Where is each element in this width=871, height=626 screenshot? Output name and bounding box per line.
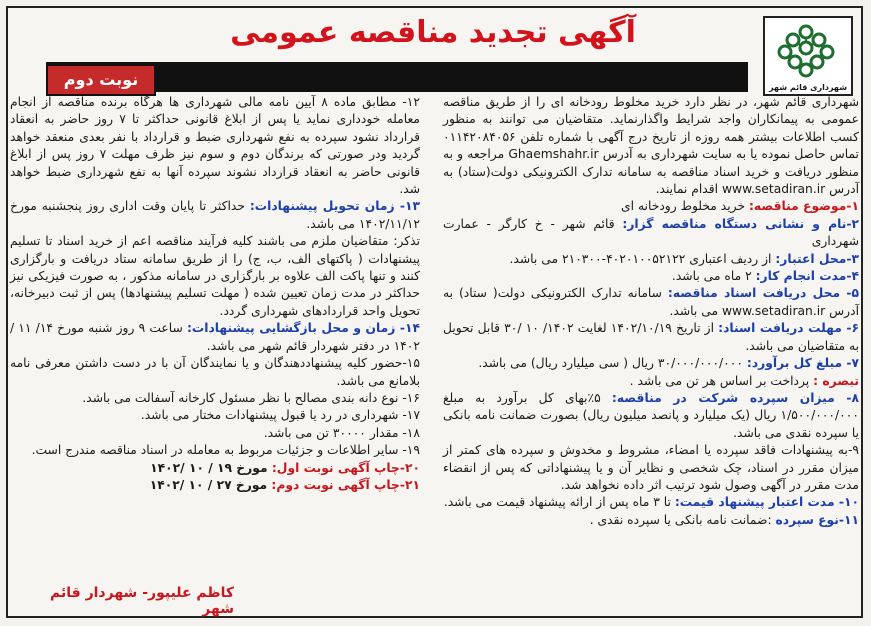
note — [443, 373, 859, 390]
item-3-text: از ردیف اعتباری ۴۰۲۰۱۰۰۵۲۱۲۲-۲۱۰۳۰۰ می باشد. — [509, 251, 776, 266]
notice-header — [8, 8, 861, 100]
item-13-label: ۱۳- زمان تحویل پیشنهادات: — [249, 199, 420, 214]
item-10-text: تا ۳ ماه پس از ارائه پیشنهاد قیمت می باشد. — [443, 495, 675, 510]
item-13-text: حداکثر تا پایان وقت اداری روز پنجشنبه مورخ ۱۴۰۲/۱۱/۱۲ می باشد. — [10, 199, 420, 231]
item-14-label: ۱۴- زمان و محل بازگشایی پیشنهادات: — [186, 321, 420, 336]
item-11-label: ۱۱-نوع سپرده — [775, 512, 859, 527]
item-21-label: ۲۱-چاپ آگهی نوبت دوم: — [271, 477, 420, 492]
item-12: ۱۲- مطابق ماده ۸ آیین نامه مالی شهرداری ها هرگاه برنده مناقصه از انجام معامله خودداری نماید یا پس از ابلاغ قانونی حداکثر تا ۷ روز حاضر به انعقاد قرارداد نشود سپرده به نفع شهرداری ضبط و قرارداد با نفر بعدی منعقد خواهد گردید ودر صورتی که برندگان دوم و سوم نیز ظرف مهلت ۷ روز پس از ابلاغ قانونی حاضر به انعقاد قرارداد نشوند سپرده آنها به نفع شهرداری ضبط خواهد شد. — [10, 95, 420, 197]
item-16: ۱۶- نوع دانه بندی مصالح با نظر مسئول کارخانه آسفالت می باشد. — [82, 390, 420, 405]
item-9: ۹-به پیشنهادات فاقد سپرده یا امضاء، مشروط و مخدوش و سپرده های کمتر از میزان مقرر در اسناد، چک شخصی و نظایر آن و یا پیشنهاداتی که پس از انقضاء مدت مقرر در آگهی وصول شود ترتیب اثر داده نخواهد شد. — [443, 443, 859, 492]
item-3 — [443, 251, 859, 268]
item-14-text: ساعت ۹ روز شنبه مورخ ۱۴/ ۱۱ /۱۴۰۲ در دفتر شهردار قائم شهر می باشد. — [10, 321, 420, 353]
turn-badge: نوبت دوم — [46, 64, 156, 96]
item-5-label: ۵- محل دریافت اسناد مناقصه: — [667, 286, 859, 301]
item-15: ۱۵-حضور کلیه پیشنهاددهندگان و یا نمایندگان آن با در دست داشتن معرفی نامه بلامانع می باشد. — [10, 356, 420, 388]
left-column — [10, 94, 420, 494]
item-17: ۱۷- شهرداری در رد یا قبول پیشنهادات مختار می باشد. — [140, 408, 420, 423]
municipality-logo — [763, 16, 853, 96]
reminder: تذکر: متقاضیان ملزم می باشند کلیه فرآیند مناقصه اعم از خرید اسناد تا تسلیم پیشنهادات ( پاکتهای الف، ب، ج) را از طریق سامانه ستاد دریافت و بارگزاری کنند و تنها پاکت الف علاوه بر بارگزاری در سامانه مذکور ، به صورت فیزیکی نیز حداکثر در مدت زمان تعیین شده ( مهلت تسلیم پیشنهادها) پس از ثبت دبیرخانه، تحویل واحد قراردادهای شهرداری گردد. — [10, 234, 420, 318]
item-2-text: قائم شهر - خ کارگر - عمارت شهرداری — [443, 216, 859, 249]
item-8-text: ۵٪بهای کل برآورد به مبلغ ۱/۵۰۰/۰۰۰/۰۰۰ ریال (یک میلیارد و پانصد میلیون ریال) بصورت ضمانت نامه بانکی یا سپرده نقدی می باشد. — [443, 390, 859, 440]
item-11-text: :ضمانت نامه بانکی یا سپرده نقدی . — [589, 512, 776, 527]
item-2 — [443, 216, 859, 251]
item-7-text: ۳۰/۰۰۰/۰۰۰/۰۰۰ ریال ( سی میلیارد ریال) می باشد. — [478, 356, 747, 371]
item-13 — [10, 198, 420, 233]
item-21-text: مورخ ۲۷ / ۱۰ /۱۴۰۲ — [149, 477, 272, 492]
logo-text: شهرداری قائم شهر — [768, 83, 848, 92]
item-10 — [443, 494, 859, 511]
item-1-label: ۱-موضوع مناقصه: — [748, 199, 859, 214]
item-11 — [443, 512, 859, 529]
intro-paragraph: شهرداری قائم شهر، در نظر دارد خرید مخلوط رودخانه ای را از طریق مناقصه عمومی به پیمانکاران واجد شرایط واگذارنماید. متقاضیان می توانند به منظور کسب اطلاعات بیشتر همه روزه از تاریخ درج آگهی با شماره تلفن ۰۱۱۴۲۰۸۴۰۵۶ تماس حاصل نموده یا به سایت شهرداری به آدرس Ghaemshahr.ir مراجعه و به منظور دریافت و خرید اسناد مناقصه به سامانه تدارک الکترونیکی دولت(ستاد) به آدرس www.setadiran.ir اقدام نمایند. — [443, 95, 859, 197]
item-18: ۱۸- مقدار ۳۰۰۰۰ تن می باشد. — [263, 425, 420, 440]
item-20-text: مورخ ۱۹ / ۱۰ /۱۴۰۲ — [150, 460, 272, 475]
item-8 — [443, 390, 859, 442]
signature: کاظم علیپور- شهردار قائم شهر — [50, 585, 234, 617]
item-10-label: ۱۰- مدت اعتبار پیشنهاد قیمت: — [674, 495, 859, 510]
logo-emblem-icon — [771, 22, 841, 80]
item-21 — [10, 477, 420, 494]
item-3-label: ۳-محل اعتبار: — [775, 251, 859, 266]
item-5-text: سامانه تدارک الکترونیکی دولت( ستاد) به آدرس www.setadiran.ir می باشد. — [443, 286, 859, 318]
item-4-label: ۴-مدت انجام کار: — [755, 269, 859, 284]
item-8-label: ۸- میزان سپرده شرکت در مناقصه: — [611, 390, 859, 405]
item-5 — [443, 285, 859, 320]
item-7 — [443, 355, 859, 372]
item-6 — [443, 320, 859, 355]
item-6-text: از تاریخ ۱۴۰۲/۱۰/۱۹ لغایت ۱۴۰۲/ ۱۰ /۳۰ قابل تحویل به متقاضیان می باشد. — [443, 321, 859, 353]
item-4-text: ۲ ماه می باشد. — [671, 269, 756, 284]
item-2-label: ۲-نام و نشانی دستگاه مناقصه گزار: — [622, 216, 859, 231]
item-19: ۱۹- سایر اطلاعات و جزئیات مربوط به معامله در اسناد مناقصه مندرج است. — [31, 443, 420, 458]
notice-title: آگهی تجدید مناقصه عمومی — [230, 15, 636, 50]
note-label: تبصره : — [813, 373, 859, 388]
item-6-label: ۶- مهلت دریافت اسناد: — [718, 321, 859, 336]
right-column — [443, 94, 859, 529]
item-20 — [10, 460, 420, 477]
item-1-text: خرید مخلوط رودخانه ای — [621, 199, 749, 214]
item-20-label: ۲۰-چاپ آگهی نوبت اول: — [271, 460, 420, 475]
item-7-label: ۷- مبلغ کل برآورد: — [746, 356, 859, 371]
item-14 — [10, 320, 420, 355]
note-text: پرداخت بر اساس هر تن می باشد . — [629, 373, 814, 388]
item-4 — [443, 268, 859, 285]
item-1 — [443, 198, 859, 215]
